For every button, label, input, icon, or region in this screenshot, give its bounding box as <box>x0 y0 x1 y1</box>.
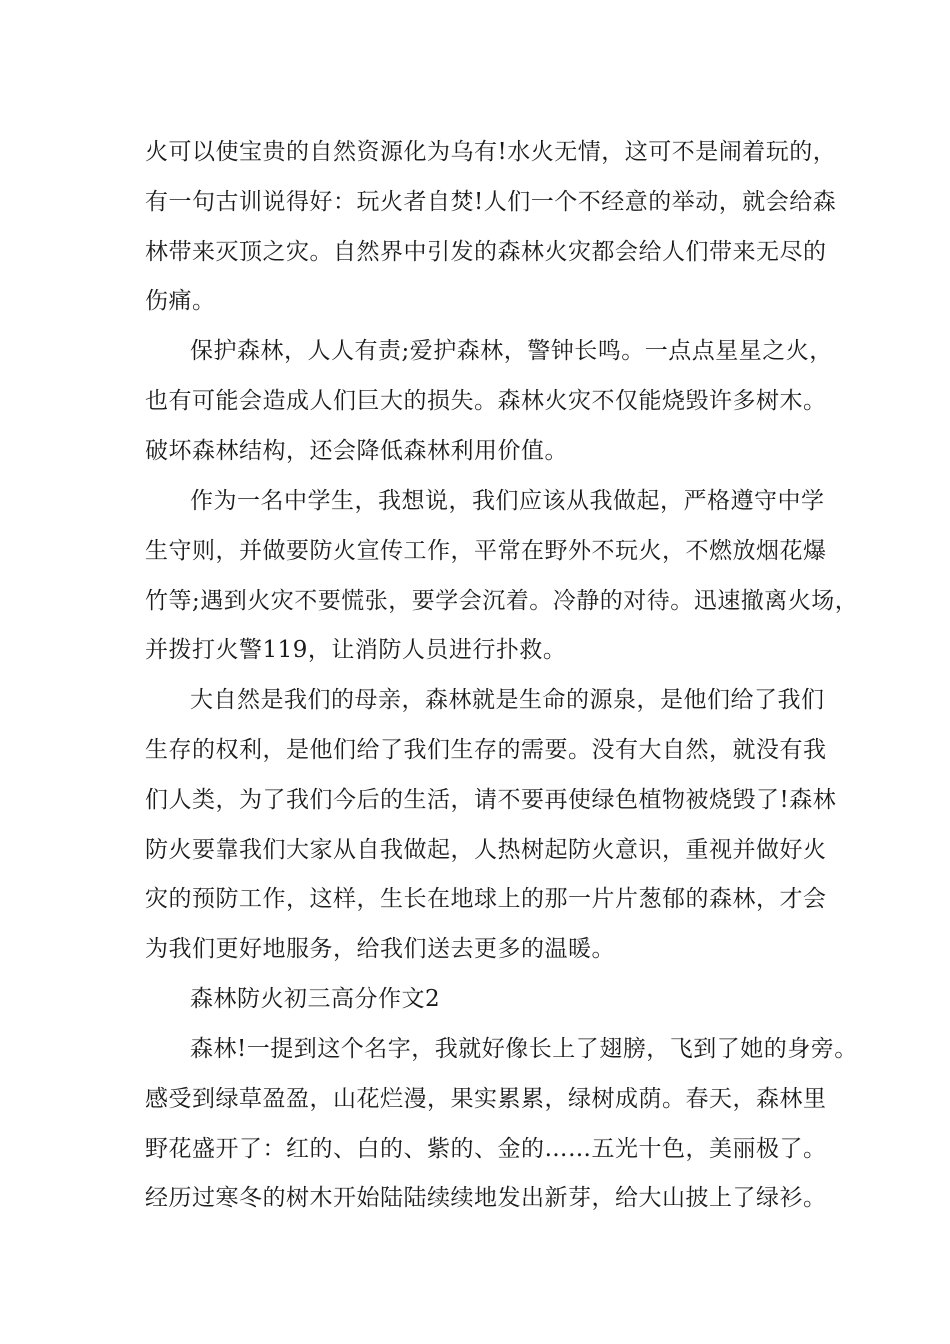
text-line: 生守则，并做要防火宣传工作，平常在野外不玩火，不燃放烟花爆 <box>145 538 827 564</box>
text-line: 竹等;遇到火灾不要慌张，要学会沉着。冷静的对待。迅速撤离火场， <box>145 588 859 614</box>
text-line: 们人类，为了我们今后的生活，请不要再使绿色植物被烧毁了!森林 <box>145 787 837 813</box>
text-line: 感受到绿草盈盈，山花烂漫，果实累累，绿树成荫。春天，森林里 <box>145 1086 827 1112</box>
text-line: 防火要靠我们大家从自我做起，人热树起防火意识，重视并做好火 <box>145 837 827 863</box>
section-heading: 森林防火初三高分作文2 <box>190 986 441 1012</box>
text-line: 有一句古训说得好：玩火者自焚!人们一个不经意的举动，就会给森 <box>145 189 837 215</box>
text-line: 火可以使宝贵的自然资源化为乌有!水火无情，这可不是闹着玩的， <box>145 139 837 165</box>
text-line: 林带来灭顶之灾。自然界中引发的森林火灾都会给人们带来无尽的 <box>145 239 827 265</box>
text-line: 为我们更好地服务，给我们送去更多的温暖。 <box>145 936 615 962</box>
paragraph-first-line: 保护森林，人人有责;爱护森林，警钟长鸣。一点点星星之火， <box>190 338 833 364</box>
text-line: 并拨打火警119，让消防人员进行扑救。 <box>145 637 567 663</box>
text-line: 灾的预防工作，这样，生长在地球上的那一片片葱郁的森林，才会 <box>145 886 827 912</box>
text-line: 也有可能会造成人们巨大的损失。森林火灾不仅能烧毁许多树木。 <box>145 388 827 414</box>
text-line: 生存的权利，是他们给了我们生存的需要。没有大自然，就没有我 <box>145 737 827 763</box>
text-line: 经历过寒冬的树木开始陆陆续续地发出新芽，给大山披上了绿衫。 <box>145 1185 827 1211</box>
paragraph-first-line: 作为一名中学生，我想说，我们应该从我做起，严格遵守中学 <box>190 488 825 514</box>
text-line: 野花盛开了：红的、白的、紫的、金的……五光十色，美丽极了。 <box>145 1136 827 1162</box>
text-line: 破坏森林结构，还会降低森林利用价值。 <box>145 438 568 464</box>
paragraph-first-line: 森林!一提到这个名字，我就好像长上了翅膀，飞到了她的身旁。 <box>190 1036 858 1062</box>
text-line: 伤痛。 <box>145 288 216 314</box>
paragraph-first-line: 大自然是我们的母亲，森林就是生命的源泉，是他们给了我们 <box>190 687 825 713</box>
